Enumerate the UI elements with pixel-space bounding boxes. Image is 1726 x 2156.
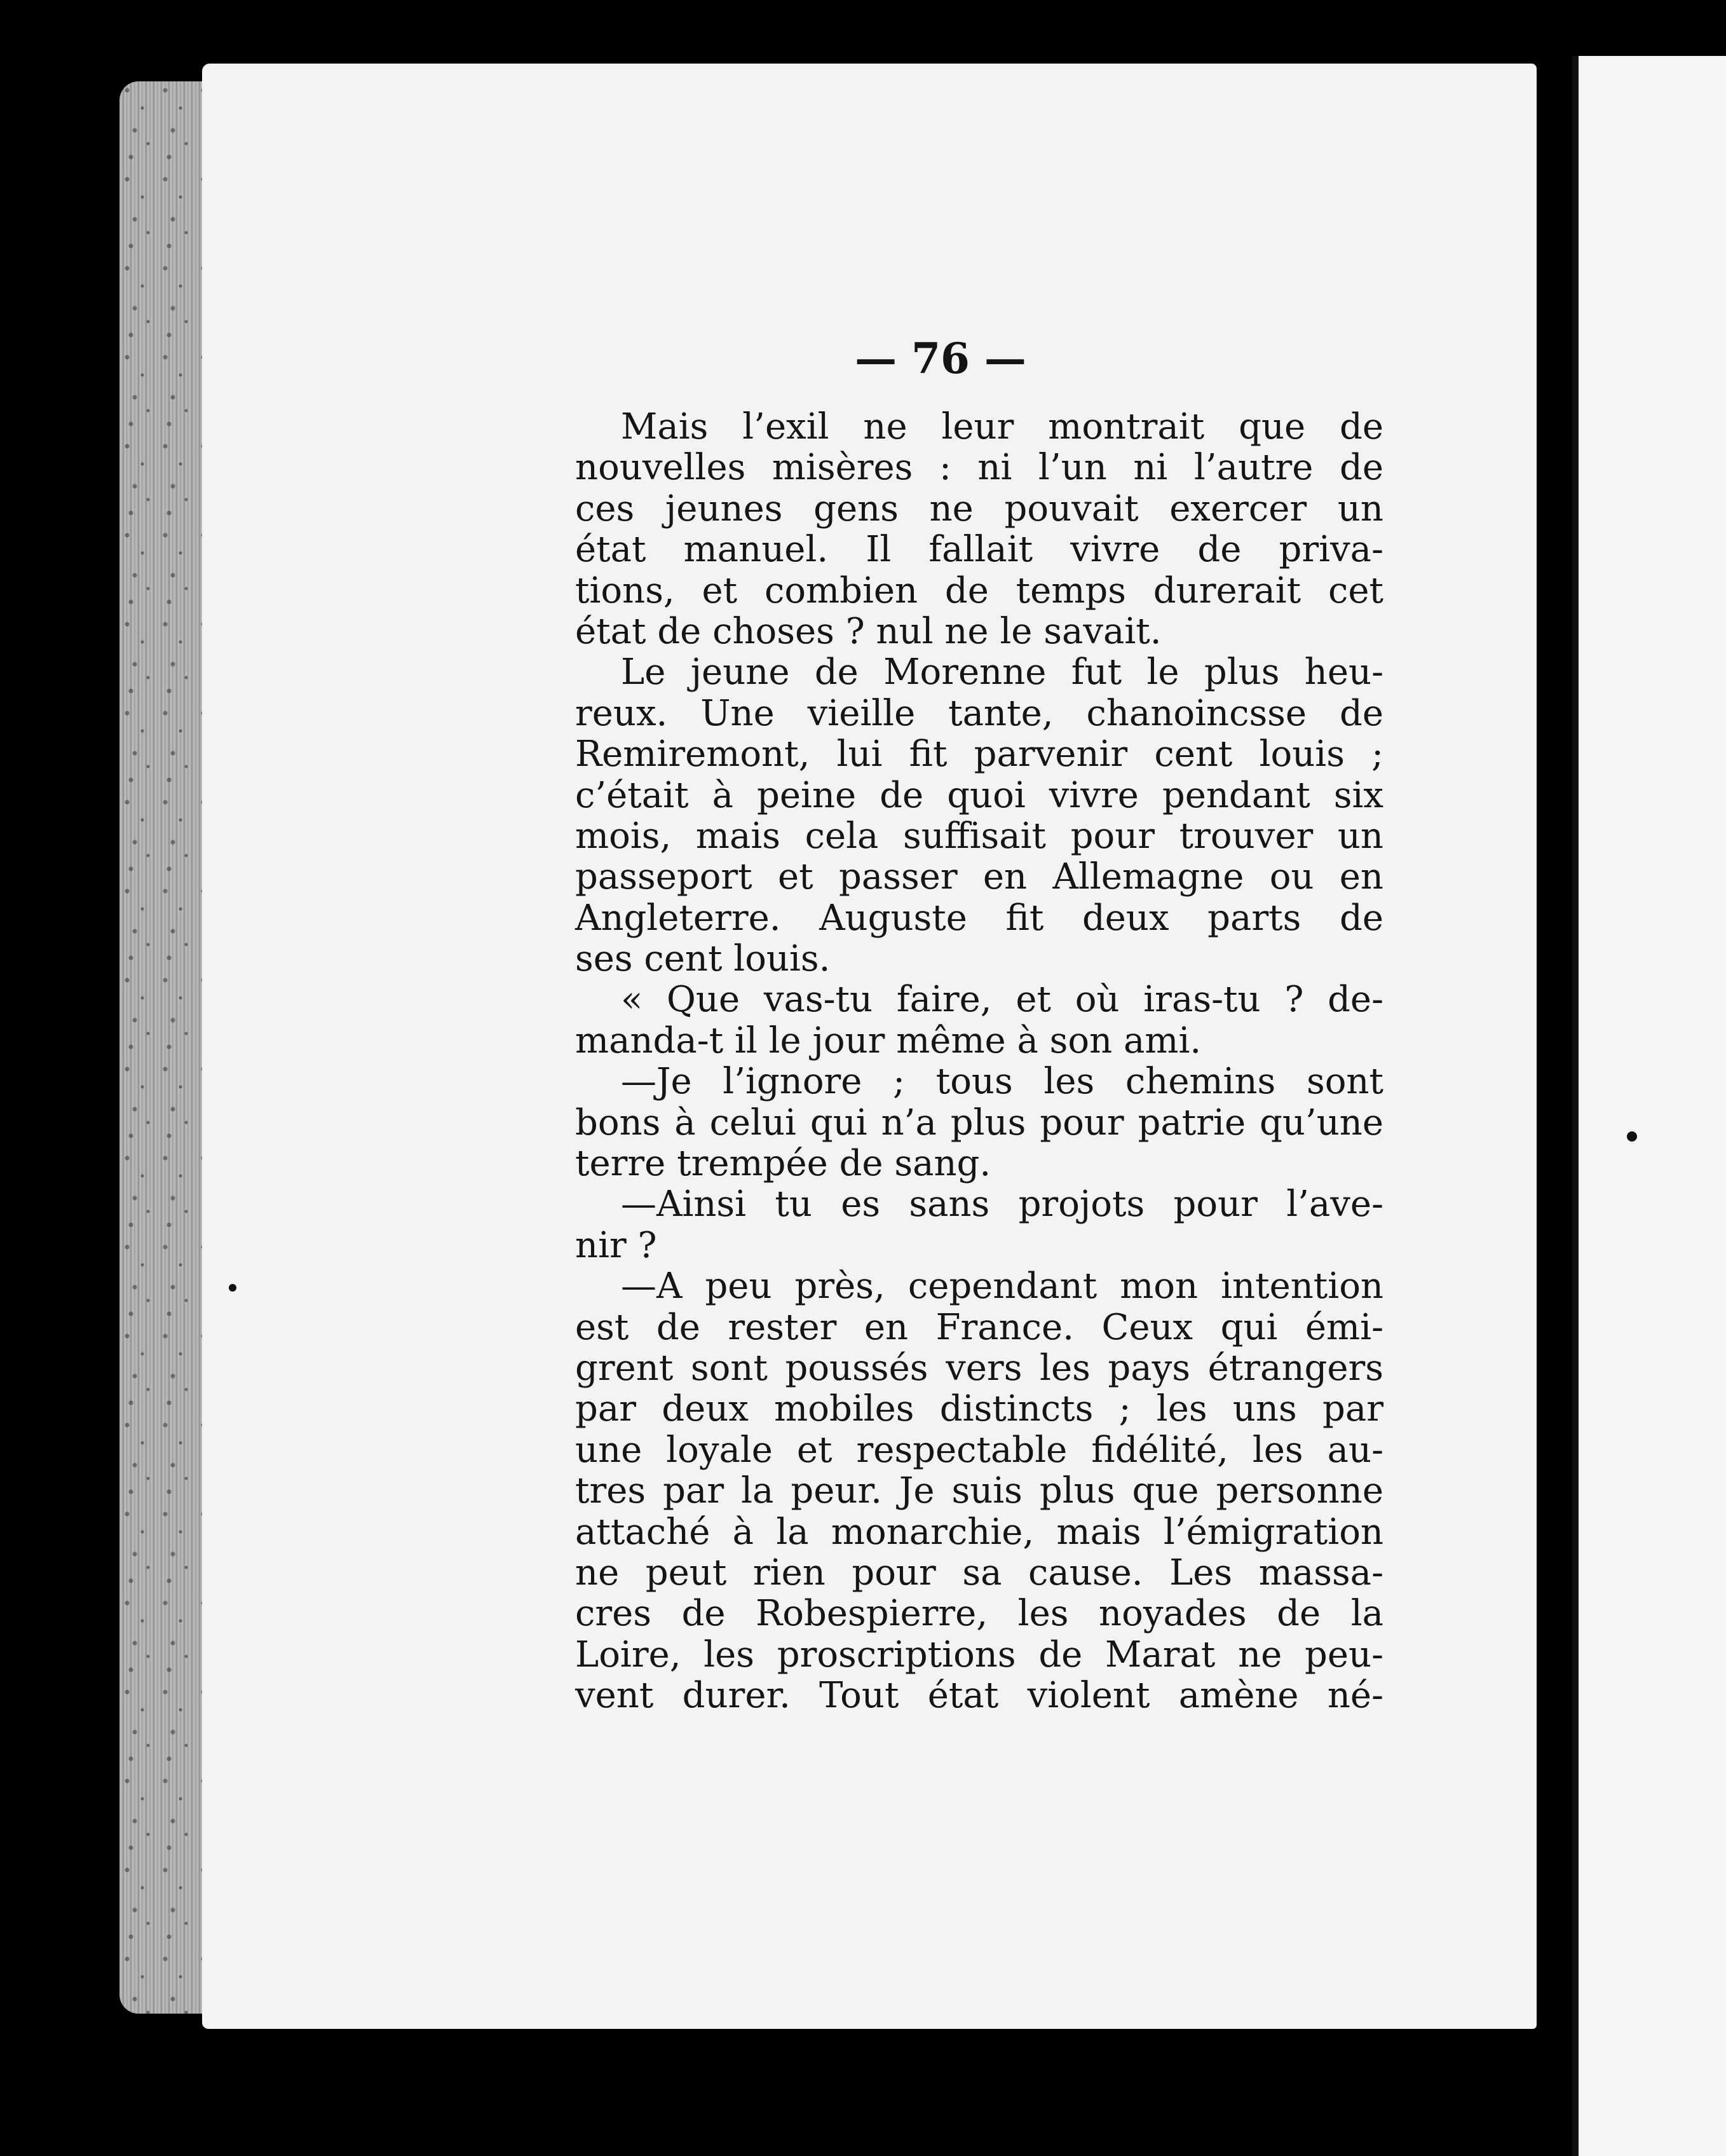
- text-line: Remiremont, lui fit parvenir cent louis ;: [575, 733, 1383, 775]
- adjacent-page-edge: [1572, 56, 1726, 2156]
- text-line: est de rester en France. Ceux qui émi-: [575, 1306, 1383, 1348]
- text-line: reux. Une vieille tante, chanoincsse de: [575, 692, 1383, 734]
- text-line: —Ainsi tu es sans projots pour l’ave-: [621, 1184, 1383, 1225]
- scan-speck: [229, 1284, 236, 1292]
- text-line: une loyale et respectable fidélité, les au-: [575, 1429, 1383, 1471]
- text-line: —Je l’ignore ; tous les chemins sont: [621, 1061, 1383, 1103]
- text-line: —A peu près, cependant mon intention: [621, 1266, 1383, 1307]
- text-line: passeport et passer en Allemagne ou en: [575, 856, 1383, 898]
- text-line: ne peut rien pour sa cause. Les massa-: [575, 1552, 1383, 1593]
- text-line: Le jeune de Morenne fut le plus heu-: [621, 652, 1383, 693]
- text-line: ses cent louis.: [575, 938, 831, 980]
- text-line: terre trempée de sang.: [575, 1143, 991, 1185]
- text-line: cres de Robespierre, les noyades de la: [575, 1593, 1383, 1635]
- text-line: Loire, les proscriptions de Marat ne peu-: [575, 1634, 1383, 1675]
- text-line: tions, et combien de temps durerait cet: [575, 570, 1383, 611]
- text-line: tres par la peur. Je suis plus que personne: [575, 1470, 1383, 1512]
- text-line: vent durer. Tout état violent amène né-: [575, 1675, 1383, 1717]
- book-page-edge: [119, 81, 215, 2014]
- text-line: c’était à peine de quoi vivre pendant six: [575, 774, 1383, 816]
- text-line: par deux mobiles distincts ; les uns par: [575, 1388, 1383, 1430]
- text-line: état manuel. Il fallait vivre de priva-: [575, 529, 1383, 571]
- text-line: grent sont poussés vers les pays étrangers: [575, 1347, 1383, 1389]
- text-line: nir ?: [575, 1224, 657, 1266]
- text-line: mois, mais cela suffisait pour trouver un: [575, 815, 1383, 857]
- body-text: [575, 407, 1383, 1717]
- text-line: « Que vas-tu faire, et où iras-tu ? de-: [621, 979, 1383, 1021]
- page-number: — 76 —: [855, 334, 1026, 383]
- text-line: bons à celui qui n’a plus pour patrie qu’une: [575, 1102, 1383, 1143]
- text-line: état de choses ? nul ne le savait.: [575, 610, 1162, 652]
- text-line: ces jeunes gens ne pouvait exercer un: [575, 488, 1383, 529]
- text-line: nouvelles misères : ni l’un ni l’autre de: [575, 447, 1383, 489]
- text-line: Mais l’exil ne leur montrait que de: [621, 406, 1383, 447]
- text-line: manda-t il le jour même à son ami.: [575, 1020, 1202, 1061]
- scan-speck: [1627, 1131, 1637, 1142]
- text-line: Angleterre. Auguste fit deux parts de: [575, 897, 1383, 939]
- text-line: attaché à la monarchie, mais l’émigration: [575, 1511, 1383, 1553]
